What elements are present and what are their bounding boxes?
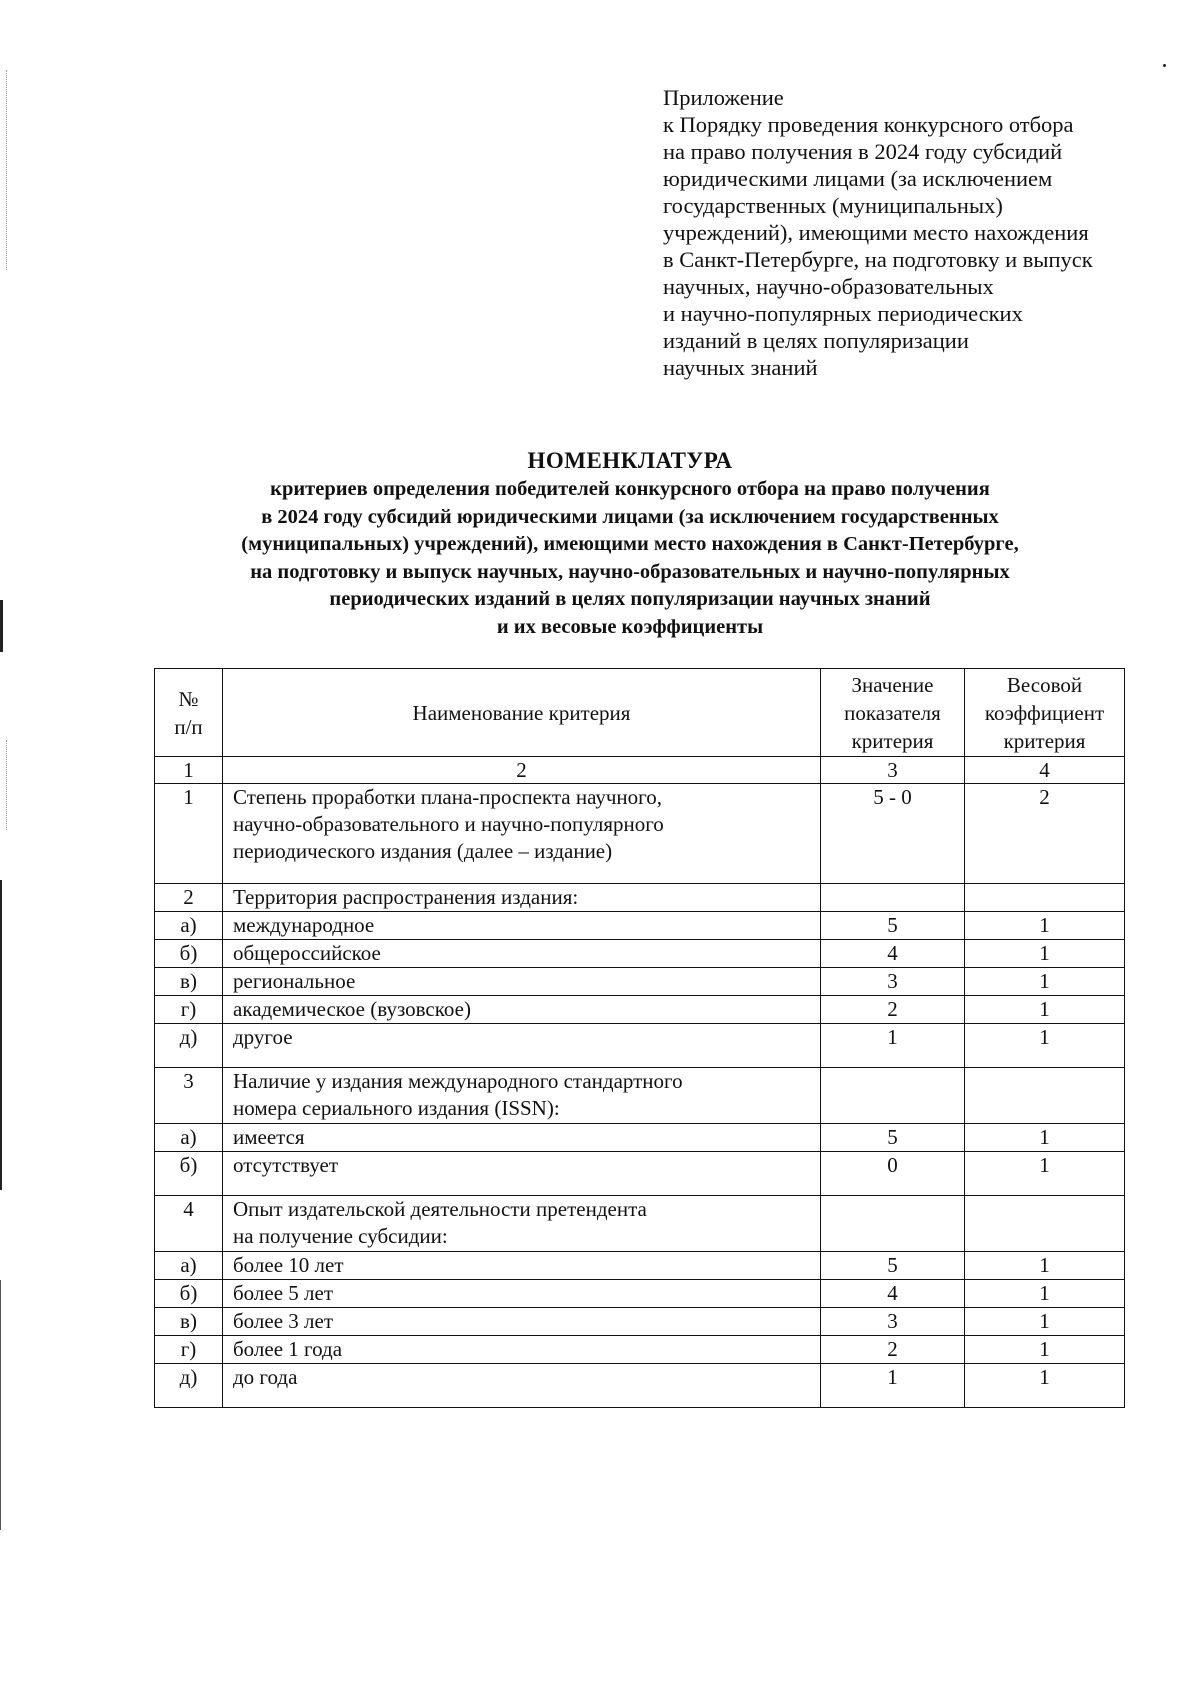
- header-line: коэффициент: [984, 700, 1105, 725]
- cell-value: 2: [821, 1336, 965, 1364]
- criteria-table: [154, 668, 1125, 1408]
- cell-num: д): [155, 1364, 223, 1408]
- cell-num: д): [155, 1024, 223, 1068]
- criterion-line: отсутствует: [233, 1153, 339, 1177]
- appendix-line: изданий в целях популяризации: [663, 328, 969, 353]
- appendix-line: к Порядку проведения конкурсного отбора: [663, 112, 1074, 137]
- table-row: [155, 1336, 1125, 1364]
- cell-weight: 1: [965, 912, 1125, 940]
- appendix-line: учреждений), имеющими место нахождения: [663, 220, 1089, 245]
- cell-weight: 1: [965, 1024, 1125, 1068]
- cell-value: 5: [821, 1252, 965, 1280]
- cell-criterion-name: [223, 1196, 821, 1252]
- scan-edge-mark: [0, 1280, 1, 1530]
- cell-num: 3: [155, 1068, 223, 1124]
- criterion-line: более 1 года: [233, 1337, 343, 1361]
- criterion-line: до года: [233, 1365, 298, 1389]
- cell-value: 1: [821, 1024, 965, 1068]
- cell-weight: 1: [965, 996, 1125, 1024]
- header-line: №: [178, 686, 199, 711]
- cell-num: а): [155, 912, 223, 940]
- appendix-line: государственных (муниципальных): [663, 193, 1003, 218]
- title-line: периодических изданий в целях популяризации научных знаний: [329, 588, 931, 610]
- cell-criterion-name: [223, 1364, 821, 1408]
- cell-criterion-name: [223, 1024, 821, 1068]
- criterion-line: номера сериального издания (ISSN):: [233, 1096, 560, 1120]
- header-line: п/п: [174, 714, 203, 739]
- table-row: [155, 912, 1125, 940]
- table-row: [155, 1280, 1125, 1308]
- header-weight: [965, 669, 1125, 757]
- appendix-line: научных, научно-образовательных: [663, 274, 994, 299]
- header-line: Весовой: [1006, 672, 1083, 697]
- cell-weight: 1: [965, 1308, 1125, 1336]
- cell-criterion-name: [223, 1152, 821, 1196]
- table-header-row: [155, 669, 1125, 757]
- appendix-line: научных знаний: [663, 355, 818, 380]
- header-name: Наименование критерия: [223, 669, 821, 757]
- cell-num: г): [155, 1336, 223, 1364]
- table-row: [155, 968, 1125, 996]
- criterion-line: академическое (вузовское): [233, 997, 471, 1021]
- cell-value: 4: [821, 940, 965, 968]
- criterion-line: периодического издания (далее – издание): [233, 839, 613, 863]
- cell-num: г): [155, 996, 223, 1024]
- cell-weight: 1: [965, 1252, 1125, 1280]
- cell-criterion-name: [223, 1124, 821, 1152]
- table-row: [155, 1024, 1125, 1068]
- title-line: и их весовые коэффициенты: [496, 615, 764, 638]
- document-title: [140, 446, 1120, 641]
- cell-weight: [965, 1068, 1125, 1124]
- header-line: критерия: [1003, 728, 1086, 753]
- cell-value: 5 - 0: [821, 784, 965, 884]
- cell-value: 3: [821, 1308, 965, 1336]
- cell-weight: 1: [965, 968, 1125, 996]
- cell-weight: [965, 884, 1125, 912]
- criterion-line: на получение субсидии:: [233, 1224, 448, 1248]
- appendix-note: [663, 84, 1163, 381]
- table-row: [155, 940, 1125, 968]
- column-index-row: [155, 757, 1125, 784]
- table-row: [155, 1124, 1125, 1152]
- header-line: критерия: [851, 728, 934, 753]
- cell-num: а): [155, 1252, 223, 1280]
- criterion-line: Опыт издательской деятельности претендента: [233, 1197, 647, 1221]
- title-subtitle: [140, 476, 1120, 641]
- cell-value: 2: [821, 996, 965, 1024]
- cell-num: 1: [155, 784, 223, 884]
- cell-value: [821, 1068, 965, 1124]
- table-row: [155, 1152, 1125, 1196]
- title-main: НОМЕНКЛАТУРА: [527, 448, 733, 473]
- cell-num: б): [155, 1280, 223, 1308]
- cell-value: 5: [821, 1124, 965, 1152]
- criterion-line: международное: [233, 913, 375, 937]
- cell-criterion-name: [223, 1252, 821, 1280]
- appendix-line: в Санкт-Петербурге, на подготовку и выпуск: [663, 247, 1093, 272]
- criterion-line: более 3 лет: [233, 1309, 334, 1333]
- column-index: 2: [223, 757, 821, 784]
- column-index: 1: [155, 757, 223, 784]
- scan-edge-mark: [0, 600, 3, 652]
- criterion-line: более 5 лет: [233, 1281, 334, 1305]
- header-line: Значение: [851, 672, 934, 697]
- cell-num: 2: [155, 884, 223, 912]
- cell-num: в): [155, 968, 223, 996]
- cell-value: 5: [821, 912, 965, 940]
- header-line: показателя: [844, 700, 941, 725]
- cell-criterion-name: [223, 1336, 821, 1364]
- title-line: в 2024 году субсидий юридическими лицами (за исключением государственных: [261, 505, 999, 528]
- table-row: [155, 1308, 1125, 1336]
- criterion-line: другое: [233, 1025, 293, 1049]
- cell-criterion-name: [223, 996, 821, 1024]
- appendix-line: Приложение: [663, 85, 784, 110]
- header-value: [821, 669, 965, 757]
- title-line: (муниципальных) учреждений), имеющими место нахождения в Санкт-Петербурге,: [241, 533, 1019, 555]
- criterion-line: научно-образовательного и научно-популярного: [233, 812, 664, 836]
- cell-num: а): [155, 1124, 223, 1152]
- cell-criterion-name: [223, 912, 821, 940]
- cell-value: 4: [821, 1280, 965, 1308]
- table-row: [155, 784, 1125, 884]
- cell-num: в): [155, 1308, 223, 1336]
- column-index: 3: [821, 757, 965, 784]
- cell-criterion-name: [223, 1068, 821, 1124]
- cell-weight: 1: [965, 1280, 1125, 1308]
- header-num: [155, 669, 223, 757]
- cell-criterion-name: [223, 940, 821, 968]
- table-row: [155, 884, 1125, 912]
- cell-num: 4: [155, 1196, 223, 1252]
- criterion-line: Наличие у издания международного стандартного: [233, 1069, 683, 1093]
- scan-edge-dots: [6, 740, 8, 830]
- cell-value: [821, 884, 965, 912]
- cell-criterion-name: [223, 968, 821, 996]
- cell-criterion-name: [223, 1280, 821, 1308]
- cell-value: 1: [821, 1364, 965, 1408]
- criterion-line: имеется: [233, 1125, 305, 1149]
- column-index: 4: [965, 757, 1125, 784]
- appendix-line: юридическими лицами (за исключением: [663, 166, 1053, 191]
- cell-criterion-name: [223, 884, 821, 912]
- cell-value: 3: [821, 968, 965, 996]
- cell-weight: 1: [965, 1364, 1125, 1408]
- cell-weight: 2: [965, 784, 1125, 884]
- title-line: на подготовку и выпуск научных, научно-образовательных и научно-популярных: [250, 560, 1010, 583]
- table-row: [155, 1068, 1125, 1124]
- cell-weight: 1: [965, 1152, 1125, 1196]
- cell-num: б): [155, 1152, 223, 1196]
- cell-num: б): [155, 940, 223, 968]
- scan-dot: [1163, 64, 1166, 67]
- criterion-line: общероссийское: [233, 941, 381, 965]
- cell-weight: 1: [965, 1124, 1125, 1152]
- appendix-line: и научно-популярных периодических: [663, 301, 1023, 326]
- appendix-line: на право получения в 2024 году субсидий: [663, 139, 1063, 164]
- criterion-line: региональное: [233, 969, 356, 993]
- criterion-line: Территория распространения издания:: [233, 885, 579, 909]
- table-row: [155, 996, 1125, 1024]
- table-row: [155, 1252, 1125, 1280]
- cell-value: [821, 1196, 965, 1252]
- scan-edge-mark: [0, 880, 2, 1190]
- scan-edge-dots: [6, 70, 8, 270]
- cell-criterion-name: [223, 1308, 821, 1336]
- criterion-line: более 10 лет: [233, 1253, 344, 1277]
- title-line: критериев определения победителей конкурсного отбора на право получения: [270, 478, 990, 500]
- table-row: [155, 1364, 1125, 1408]
- table-row: [155, 1196, 1125, 1252]
- cell-weight: 1: [965, 1336, 1125, 1364]
- criterion-line: Степень проработки плана-проспекта научного,: [233, 785, 662, 809]
- cell-weight: 1: [965, 940, 1125, 968]
- cell-criterion-name: [223, 784, 821, 884]
- cell-value: 0: [821, 1152, 965, 1196]
- cell-weight: [965, 1196, 1125, 1252]
